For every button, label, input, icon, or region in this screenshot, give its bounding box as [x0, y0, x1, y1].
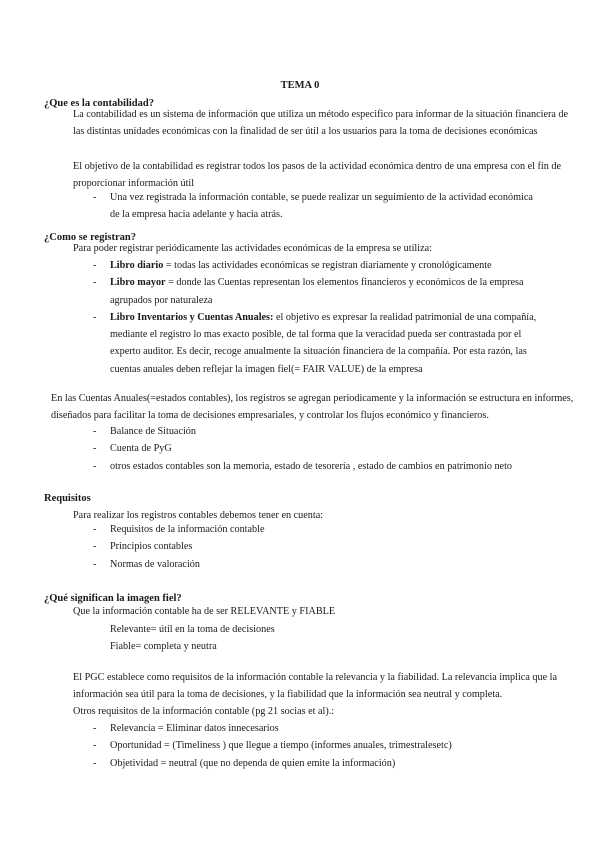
bullet-list-otros-requisitos	[0, 720, 540, 772]
list-item-text: Requisitos de la información contable	[110, 524, 265, 535]
list-item	[0, 189, 540, 224]
term-libro-inventarios: Libro Inventarios y Cuentas Anuales:	[110, 311, 274, 323]
list-item-text: otros estados contables son la memoria, estado de tesorería , estado de cambios en patrimonio neto	[110, 460, 513, 472]
bullet-list-estados	[0, 423, 540, 475]
dash-bullet-icon: -	[93, 740, 97, 752]
list-item-text: Principios contables	[110, 541, 193, 553]
paragraph-pgc: El PGC establece como requisitos de la información contable la relevancia y la fiabilidad. La relevancia implica que la información sea útil para la toma de decisiones, y la fiabilidad que la información sea neutral y completa.	[73, 672, 557, 701]
heading-imagen-fiel: ¿Qué significan la imagen fiel?	[44, 593, 182, 604]
list-item	[0, 440, 540, 457]
list-item-text: Balance de Situación	[110, 426, 196, 437]
term-description: el objetivo es expresar la realidad patrimonial de una compañía, mediante el registro lo mas exacto posible, de tal forma que la veracidad pueda ser contrastada por el experto auditor. Es decir, recoge anualmente la situación financiera de la compañía. Por esta razón, las cuentas anuales deben reflejar la imagen fiel(= FAIR VALUE) de la empresa	[110, 311, 537, 375]
paragraph-definition: La contabilidad es un sistema de información que utiliza un método especifico para informar de la situación financiera de las distintas unidades económicas con la finalidad de ser útil a los usuarios para la toma de decisiones económicas	[73, 109, 569, 138]
term-libro-diario: Libro diario	[110, 260, 164, 271]
list-item	[0, 257, 540, 274]
document-title: TEMA 0	[280, 80, 320, 91]
paragraph-cuentas-anuales: En las Cuentas Anuales(=estados contables), los registros se agregan periodicamente y la información se estructura en informes, diseñados para facilitar la toma de decisiones empresariales, y controlar los flujos económico y financieros.	[51, 393, 574, 422]
list-item	[0, 274, 540, 309]
paragraph-requisitos-intro: Para realizar los registros contables debemos tener en cuenta:	[73, 510, 324, 521]
heading-requisitos: Requisitos	[44, 493, 91, 504]
dash-bullet-icon: -	[93, 426, 97, 437]
list-item-text: Oportunidad = (Timeliness ) que llegue a tiempo (informes anuales, trimestralesetc)	[110, 740, 452, 752]
list-item	[0, 521, 540, 538]
dash-bullet-icon: -	[93, 524, 97, 535]
heading-como-se-registran: ¿Como se registran?	[44, 232, 136, 243]
list-item	[0, 458, 540, 475]
bullet-list-registro	[0, 189, 540, 224]
list-item	[0, 556, 540, 573]
definition-fiable: Fiable= completa y neutra	[110, 641, 217, 652]
heading-que-es-contabilidad: ¿Que es la contabilidad?	[44, 98, 154, 109]
term-description: = donde las Cuentas representan los elementos financieros y económicos de la empresa agrupados por naturaleza	[110, 277, 524, 306]
dash-bullet-icon: -	[93, 757, 97, 769]
term-libro-mayor: Libro mayor	[110, 277, 166, 289]
list-item	[0, 737, 540, 754]
dash-bullet-icon: -	[93, 460, 97, 472]
paragraph-otros-requisitos: Otros requisitos de la información contable (pg 21 socias et al).:	[73, 706, 335, 717]
list-item	[0, 538, 540, 555]
term-description: = todas las actividades económicas se registran diariamente y cronológicamente	[163, 260, 492, 271]
list-item	[0, 755, 540, 772]
dash-bullet-icon: -	[93, 260, 97, 271]
list-item	[0, 423, 540, 440]
list-item-text: Objetividad = neutral (que no dependa de quien emite la información)	[110, 757, 396, 769]
dash-bullet-icon: -	[93, 311, 97, 323]
dash-bullet-icon: -	[93, 558, 97, 570]
paragraph-libros-intro: Para poder registrar periódicamente las actividades económicas de la empresa se utiliza:	[73, 243, 432, 254]
dash-bullet-icon: -	[93, 541, 97, 553]
list-item-text: Cuenta de PyG	[110, 443, 172, 455]
bullet-list-requisitos	[0, 521, 540, 573]
definition-relevante: Relevante= útil en la toma de decisiones	[110, 624, 275, 635]
paragraph-imagen-fiel-intro: Que la información contable ha de ser RELEVANTE y FIABLE	[73, 606, 336, 617]
bullet-list-libros	[0, 257, 540, 378]
list-item-text: Normas de valoración	[110, 558, 200, 570]
dash-bullet-icon: -	[93, 723, 97, 734]
list-item-text: Una vez registrada la información contable, se puede realizar un seguimiento de la actividad económica de la empresa hacia adelante y hacia atrás.	[110, 192, 533, 221]
dash-bullet-icon: -	[93, 192, 97, 203]
list-item	[0, 309, 540, 378]
dash-bullet-icon: -	[93, 277, 97, 289]
list-item-text: Relevancia = Eliminar datos innecesarios	[110, 723, 279, 734]
list-item	[0, 720, 540, 737]
dash-bullet-icon: -	[93, 443, 97, 455]
paragraph-objective: El objetivo de la contabilidad es registrar todos los pasos de la actividad económica dentro de una empresa con el fin de proporcionar información útil	[73, 161, 561, 190]
